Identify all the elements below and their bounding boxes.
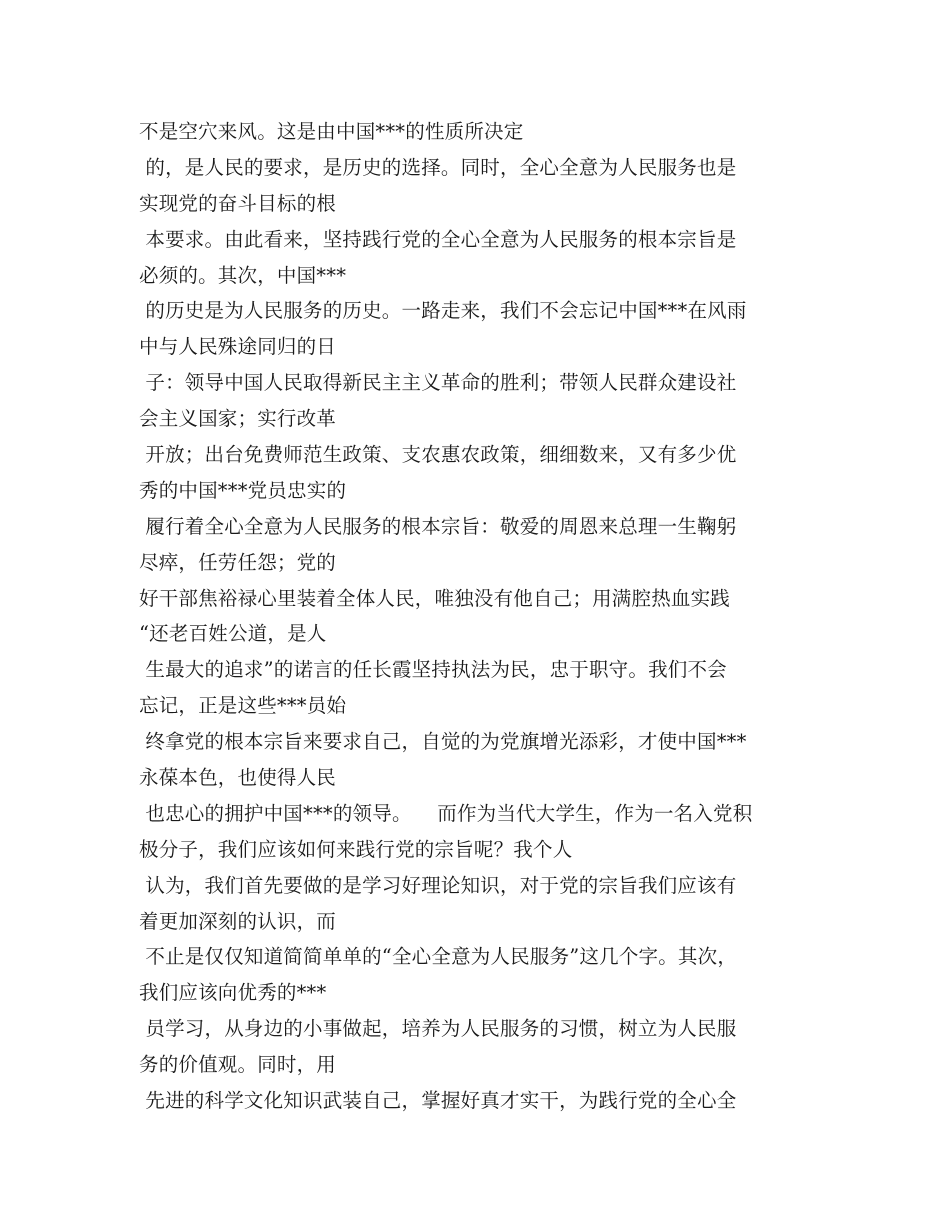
text-line: “还老百姓公道，是人 [139, 622, 327, 646]
text-line: 先进的科学文化知识武装自己，掌握好真才实干，为践行党的全心全 [139, 1089, 737, 1113]
text-line: 永葆本色，也使得人民 [139, 766, 337, 790]
text-line: 秀的中国***党员忠实的 [139, 478, 347, 502]
text-line: 不是空穴来风。这是由中国***的性质所决定 [139, 120, 524, 143]
text-line: 好干部焦裕禄心里装着全体人民，唯独没有他自己；用满腔热血实践 [139, 586, 731, 610]
text-line: 员学习，从身边的小事做起，培养为人民服务的习惯，树立为人民服 [139, 1017, 737, 1041]
text-line: 本要求。由此看来，坚持践行党的全心全意为人民服务的根本宗旨是 [139, 227, 737, 251]
text-line: 的，是人民的要求，是历史的选择。同时，全心全意为人民服务也是 [139, 155, 737, 179]
text-line: 子：领导中国人民取得新民主主义革命的胜利；带领人民群众建设社 [139, 371, 737, 395]
text-line: 认为，我们首先要做的是学习好理论知识，对于党的宗旨我们应该有 [139, 873, 737, 897]
text-line: 不止是仅仅知道简简单单的“全心全意为人民服务”这几个字。其次， [139, 945, 738, 969]
text-line: 终拿党的根本宗旨来要求自己，自觉的为党旗增光添彩，才使中国*** [139, 730, 747, 754]
text-line: 我们应该向优秀的*** [139, 981, 327, 1005]
text-line: 务的价值观。同时，用 [139, 1053, 337, 1077]
text-line: 着更加深刻的认识，而 [139, 909, 337, 933]
text-line: 中与人民殊途同归的日 [139, 335, 337, 359]
text-line: 履行着全心全意为人民服务的根本宗旨：敬爱的周恩来总理一生鞠躬 [139, 514, 737, 538]
text-line: 极分子，我们应该如何来践行党的宗旨呢？我个人 [139, 837, 573, 861]
text-line: 忘记，正是这些***员始 [139, 694, 347, 718]
text-line: 实现党的奋斗目标的根 [139, 191, 337, 215]
text-line: 生最大的追求”的诺言的任长霞坚持执法为民，忠于职守。我们不会 [139, 658, 727, 682]
text-line: 开放；出台免费师范生政策、支农惠农政策，细细数来，又有多少优 [139, 443, 737, 467]
text-line: 必须的。其次，中国*** [139, 263, 347, 287]
text-line: 也忠心的拥护中国***的领导。 而作为当代大学生，作为一名入党积 [139, 801, 753, 825]
body-text [139, 114, 829, 1119]
text-line: 会主义国家；实行改革 [139, 407, 337, 431]
text-line: 的历史是为人民服务的历史。一路走来，我们不会忘记中国***在风雨 [139, 299, 747, 323]
text-line: 尽瘁，任劳任怨；党的 [139, 550, 337, 574]
